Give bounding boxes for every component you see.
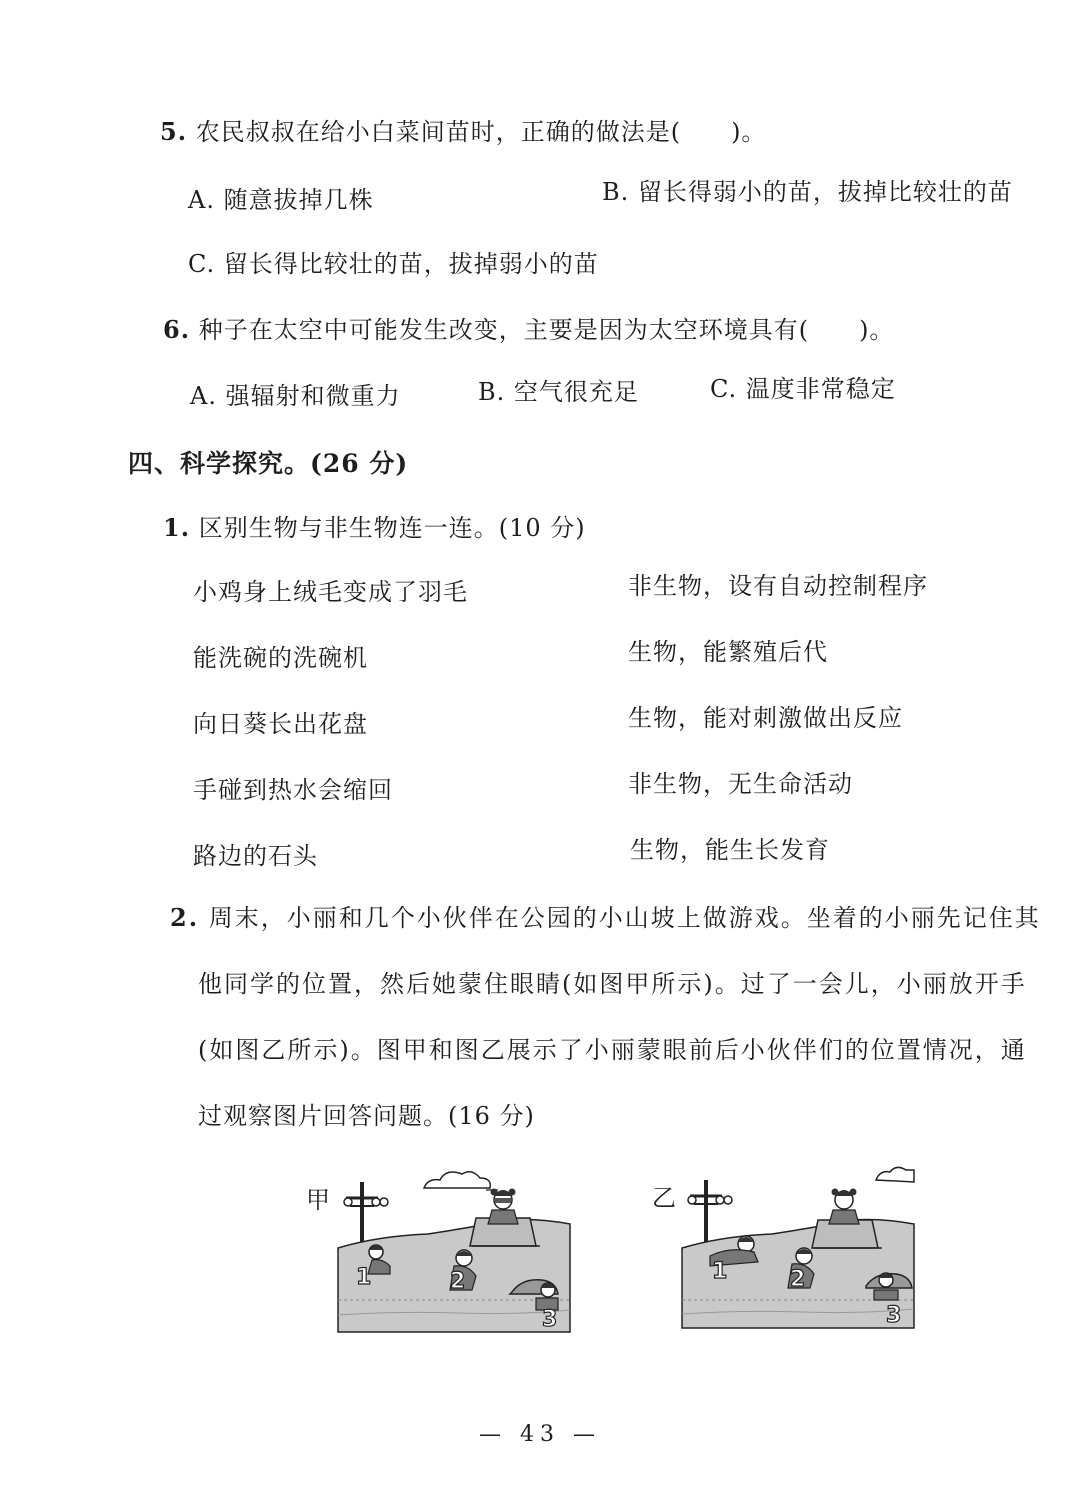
sitting-girl-icon bbox=[829, 1189, 859, 1225]
page-number: — 43 — bbox=[479, 1422, 601, 1447]
match-right-item: 生物，能繁殖后代 bbox=[628, 638, 828, 666]
match-left-item: 向日葵长出花盘 bbox=[193, 710, 368, 738]
q5-option-c: C. 留长得比较壮的苗，拔掉弱小的苗 bbox=[188, 250, 599, 278]
q5-stem bbox=[160, 116, 766, 148]
q6-option-a: A. 强辐射和微重力 bbox=[190, 382, 401, 410]
position-marker-3: 3 bbox=[886, 1303, 902, 1328]
s4q2-text: 周末，小丽和几个小伙伴在公园的小山坡上做游戏。坐着的小丽先记住其 bbox=[208, 904, 1041, 932]
q6-stem bbox=[163, 314, 894, 346]
cloud-icon bbox=[876, 1167, 914, 1182]
match-left-item: 小鸡身上绒毛变成了羽毛 bbox=[193, 578, 468, 606]
blindfolded-girl-icon bbox=[488, 1189, 518, 1225]
position-marker-1: 1 bbox=[356, 1265, 372, 1290]
q5-number: 5. bbox=[160, 117, 188, 146]
q6-option-b: B. 空气很充足 bbox=[478, 378, 639, 406]
q6-text: 种子在太空中可能发生改变，主要是因为太空环境具有( )。 bbox=[198, 316, 895, 344]
s4q1-stem bbox=[163, 512, 586, 544]
match-right-item: 非生物，设有自动控制程序 bbox=[628, 572, 928, 600]
match-right-item: 生物，能生长发育 bbox=[630, 836, 830, 864]
figure-yi-illustration bbox=[680, 1156, 916, 1330]
s4q2-line-4: 过观察图片回答问题。(16 分) bbox=[198, 1102, 535, 1130]
cloud-icon bbox=[424, 1172, 490, 1188]
position-marker-1: 1 bbox=[712, 1259, 728, 1284]
q5-option-b: B. 留长得弱小的苗，拔掉比较壮的苗 bbox=[602, 178, 1013, 206]
match-right-item: 非生物，无生命活动 bbox=[628, 770, 853, 798]
figure-yi-label: 乙 bbox=[652, 1184, 676, 1212]
q6-number: 6. bbox=[163, 315, 191, 344]
figure-jia-label: 甲 bbox=[306, 1186, 330, 1214]
s4q2-line-3: (如图乙所示)。图甲和图乙展示了小丽蒙眼前后小伙伴们的位置情况，通 bbox=[198, 1036, 1027, 1064]
section-4-title: 四、科学探究。(26 分) bbox=[128, 449, 409, 478]
position-marker-2: 2 bbox=[790, 1267, 806, 1292]
figure-jia-illustration bbox=[336, 1160, 572, 1334]
match-left-item: 手碰到热水会缩回 bbox=[193, 776, 393, 804]
position-marker-2: 2 bbox=[450, 1269, 466, 1294]
match-right-item: 生物，能对刺激做出反应 bbox=[628, 704, 903, 732]
q5-option-a: A. 随意拔掉几株 bbox=[188, 186, 374, 214]
position-marker-3: 3 bbox=[542, 1307, 558, 1332]
match-left-item: 能洗碗的洗碗机 bbox=[193, 644, 368, 672]
s4q1-text: 区别生物与非生物连一连。(10 分) bbox=[198, 514, 586, 542]
s4q2-line-2: 他同学的位置，然后她蒙住眼睛(如图甲所示)。过了一会儿，小丽放开手 bbox=[198, 970, 1027, 998]
match-left-item: 路边的石头 bbox=[193, 842, 318, 870]
s4q1-number: 1. bbox=[163, 513, 191, 542]
s4q2-line-1 bbox=[170, 902, 1041, 934]
q5-text: 农民叔叔在给小白菜间苗时，正确的做法是( )。 bbox=[195, 118, 767, 146]
s4q2-number: 2. bbox=[170, 903, 200, 932]
q6-option-c: C. 温度非常稳定 bbox=[710, 375, 896, 403]
